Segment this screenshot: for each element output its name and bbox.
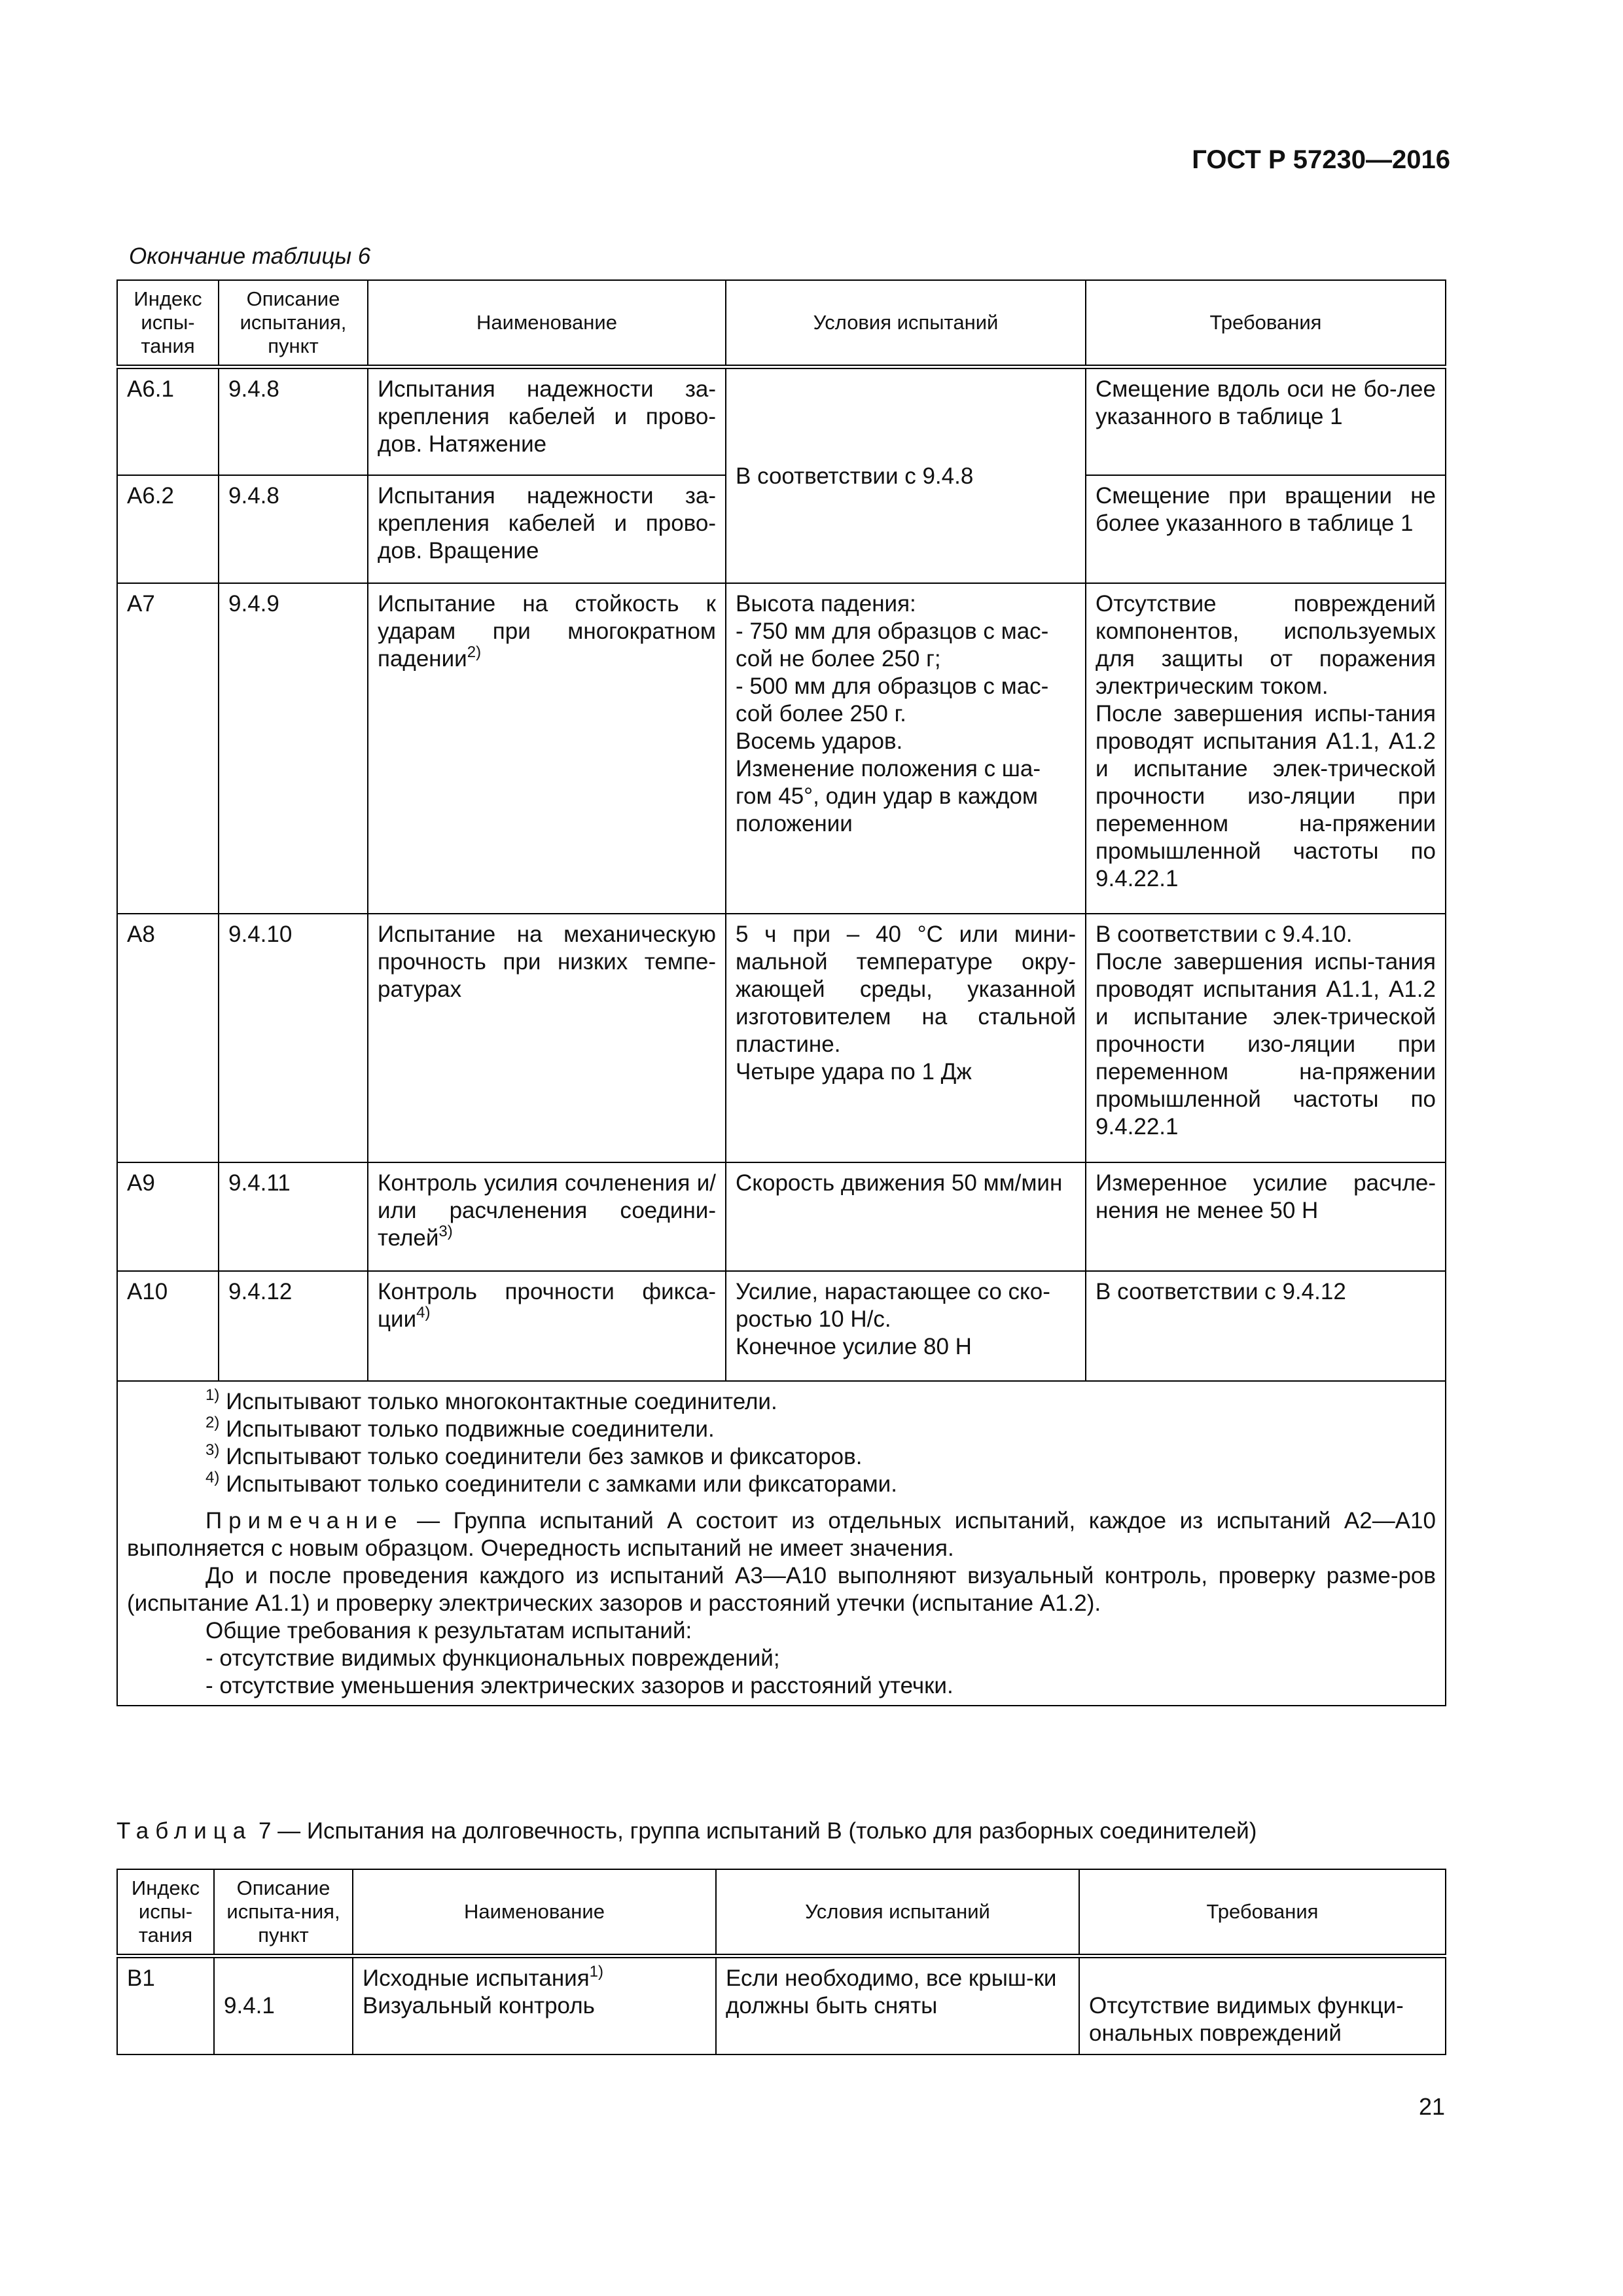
cell-clause: 9.4.11 — [219, 1162, 368, 1271]
cell-clause: 9.4.12 — [219, 1271, 368, 1381]
header-index: Индекс испы-тания — [117, 280, 219, 367]
cell-conditions: Усилие, нарастающее со ско-ростью 10 Н/с. Конечное усилие 80 Н — [726, 1271, 1086, 1381]
table-row — [117, 1271, 1446, 1381]
cell-name: Исходные испытания$^{1)}$ Визуальный контроль — [353, 1956, 716, 2054]
header-name: Наименование — [368, 280, 726, 367]
table-7 — [116, 1869, 1446, 2055]
cell-name: Испытание на стойкость к ударам при многократном падении$^{2)}$ — [368, 583, 726, 914]
cell-index: А6.2 — [117, 475, 219, 583]
cell-conditions: Скорость движения 50 мм/мин — [726, 1162, 1086, 1271]
cell-name: Испытания надежности за-крепления кабелей и прово-дов. Натяжение — [368, 367, 726, 475]
footnotes-row — [117, 1381, 1446, 1706]
cell-requirements: Смещение при вращении не более указанного в таблице 1 — [1086, 475, 1446, 583]
header-index: Индекс испы-тания — [117, 1869, 214, 1956]
table-row — [117, 914, 1446, 1162]
cell-name: Контроль прочности фикса-ции$^{4)}$ — [368, 1271, 726, 1381]
cell-clause: 9.4.1 — [214, 1956, 353, 2054]
header-description: Описание испытания, пункт — [219, 280, 368, 367]
footnote: $^{2)}$ Испытывают только подвижные соединители. — [205, 1413, 715, 1442]
cell-index: А8 — [117, 914, 219, 1162]
cell-name: Контроль усилия сочленения и/или расчленения соедини-телей$^{3)}$ — [368, 1162, 726, 1271]
footnote: $^{3)}$ Испытывают только соединители без замков и фиксаторов. — [205, 1441, 863, 1469]
note-paragraph: Общие требования к результатам испытаний: — [205, 1617, 692, 1643]
table-row — [117, 583, 1446, 914]
standard-number: ГОСТ Р 57230—2016 — [1192, 145, 1450, 174]
cell-clause: 9.4.8 — [219, 367, 368, 475]
cell-requirements: Отсутствие повреждений компонентов, используемых для защиты от поражения электрическим током. После завершения испы-тания проводят испытания А1.1, А1.2 и испытание элек-трической прочности изо-ляции при переменном на-пряжении промышленной частоты по 9.4.22.1 — [1086, 583, 1446, 914]
header-name: Наименование — [353, 1869, 716, 1956]
header-conditions: Условия испытаний — [716, 1869, 1079, 1956]
cell-conditions: Высота падения: - 750 мм для образцов с мас-сой не более 250 г; - 500 мм для образцов с мас-сой более 250 г. Восемь ударов. Изменение положения с ша-гом 45°, один удар в каждом положении — [726, 583, 1086, 914]
cell-index: А9 — [117, 1162, 219, 1271]
page-number: 21 — [1418, 2093, 1445, 2120]
table-7-header-row — [117, 1869, 1446, 1956]
table-6-header-row — [117, 280, 1446, 367]
cell-clause: 9.4.8 — [219, 475, 368, 583]
cell-requirements: В соответствии с 9.4.10. После завершения испы-тания проводят испытания А1.1, А1.2 и испытание элек-трической прочности изо-ляции при переменном на-пряжении промышленной частоты по 9.4.22.1 — [1086, 914, 1446, 1162]
cell-clause: 9.4.9 — [219, 583, 368, 914]
cell-name: Испытания надежности за-крепления кабелей и прово-дов. Вращение — [368, 475, 726, 583]
header-conditions: Условия испытаний — [726, 280, 1086, 367]
cell-conditions: В соответствии с 9.4.8 — [726, 367, 1086, 583]
cell-name: Испытание на механическую прочность при низких темпе-ратурах — [368, 914, 726, 1162]
note-list-item: - отсутствие уменьшения электрических зазоров и расстояний утечки. — [205, 1672, 954, 1698]
cell-requirements: Измеренное усилие расчле-нения не менее 50 Н — [1086, 1162, 1446, 1271]
table-6 — [116, 279, 1446, 1706]
note-paragraph: До и после проведения каждого из испытаний А3—А10 выполняют визуальный контроль, проверку разме-ров (испытание А1.1) и проверку электрических зазоров и расстояний утечки (испытание А1.2). — [127, 1562, 1436, 1616]
note-paragraph: Примечание — Группа испытаний А состоит из отдельных испытаний, каждое из испытаний А2—А10 выполняется с новым образцом. Очередность испытаний не имеет значения. — [127, 1507, 1436, 1561]
footnote: $^{4)}$ Испытывают только соединители с замками или фиксаторами. — [205, 1468, 897, 1497]
cell-index: А7 — [117, 583, 219, 914]
cell-requirements: В соответствии с 9.4.12 — [1086, 1271, 1446, 1381]
cell-requirements: Смещение вдоль оси не бо-лее указанного в таблице 1 — [1086, 367, 1446, 475]
note-list-item: - отсутствие видимых функциональных повреждений; — [205, 1645, 780, 1671]
cell-conditions: 5 ч при – 40 °С или мини-мальной температуре окру-жающей среды, указанной изготовителем на стальной пластине. Четыре удара по 1 Дж — [726, 914, 1086, 1162]
header-description: Описание испыта-ния, пункт — [214, 1869, 353, 1956]
cell-clause: 9.4.10 — [219, 914, 368, 1162]
table-7-caption: Таблица 7 — Испытания на долговечность, группа испытаний В (только для разборных соединителей) — [116, 1818, 1257, 1844]
cell-index: А10 — [117, 1271, 219, 1381]
footnotes-cell — [117, 1381, 1446, 1706]
footnote: $^{1)}$ Испытывают только многоконтактные соединители. — [205, 1386, 777, 1414]
cell-requirements: Отсутствие видимых функци-ональных повреждений — [1079, 1956, 1446, 2054]
table-row — [117, 1162, 1446, 1271]
cell-index: В1 — [117, 1956, 214, 2054]
table-continuation-caption: Окончание таблицы 6 — [129, 243, 371, 269]
header-requirements: Требования — [1086, 280, 1446, 367]
cell-conditions: Если необходимо, все крыш-ки должны быть сняты — [716, 1956, 1079, 2054]
table-row — [117, 1956, 1446, 2054]
cell-index: А6.1 — [117, 367, 219, 475]
table-row — [117, 367, 1446, 475]
header-requirements: Требования — [1079, 1869, 1446, 1956]
